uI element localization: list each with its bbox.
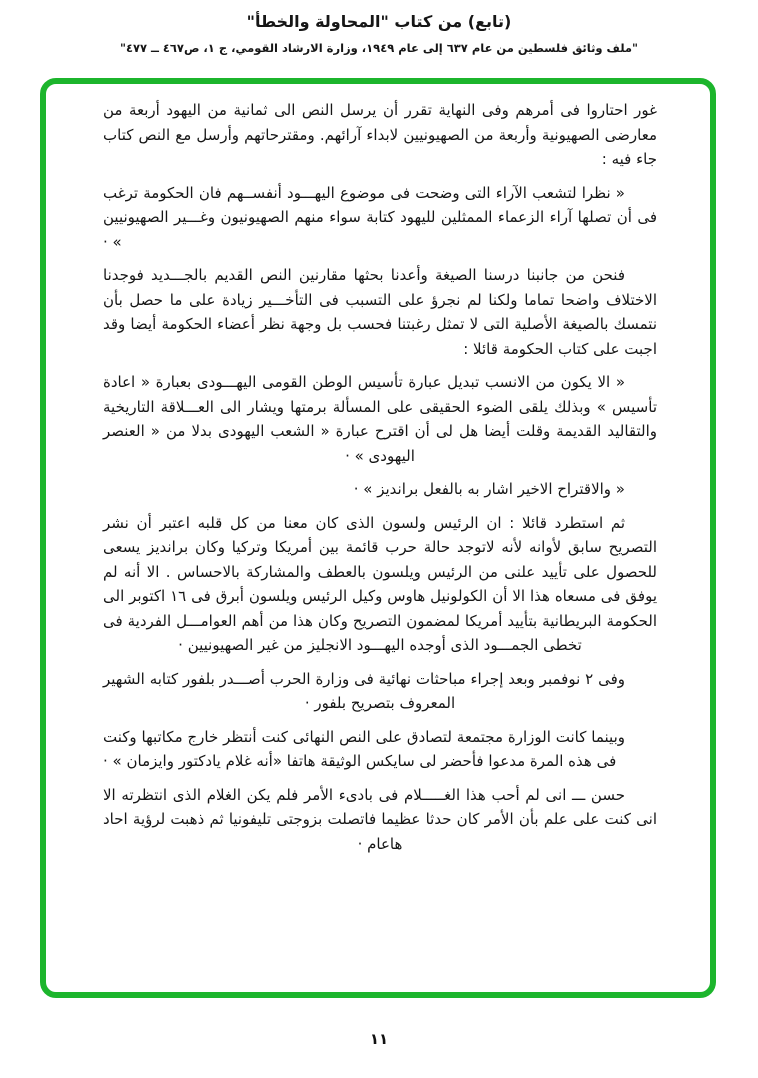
paragraph: « الا يكون من الانسب تبديل عبارة تأسيس الوطن القومى اليهـــودى بعبارة « اعادة تأسيس » وبذلك يلقى الضوء الحقيقى على المسألة برمتها ويشار الى العـــلاقة التاريخية والتقاليد القديمة وقلت أيضا هل لى أن اقترح عبارة « الشعب اليهودى بدلا من « العنصر اليهودى » · bbox=[103, 373, 657, 465]
paragraph: وبينما كانت الوزارة مجتمعة لتصادق على النص النهائى كنت أنتظر خارج مكاتبها وكنت فى هذه المرة مدعوا فأحضر لى سايكس الوثيقة هاتفا «أنه غلام يادكتور وايزمان » · bbox=[103, 727, 625, 770]
paragraph: حسن ـــ انى لم أحب هذا الغـــــلام فى بادىء الأمر فلم يكن الغلام الذى انتظرته الا انى كنت على علم بأن الأمر كان حدثا عظيما فاتصلت بزوجتى تليفونيا ثم ذهبت لرؤية احاد هاعام · bbox=[103, 785, 657, 853]
paragraph: وفى ٢ نوفمبر وبعد إجراء مباحثات نهائية فى وزارة الحرب أصـــدر بلفور كتابه الشهير المعروف بتصريح بلفور · bbox=[103, 669, 625, 712]
paragraph: ثم استطرد قائلا : ان الرئيس ولسون الذى كان معنا من كل قلبه اعتبر أن نشر التصريح سابق لأوانه لأنه لاتوجد حالة حرب قائمة بين أمريكا وتركيا وكان برانديز يسعى للحصول على تأييد علنى من الرئيس ويلسون بالعطف والمشاركة بالاحساس . الا أنه لم يوفق فى مسعاه هذا الا أن الكولونيل هاوس وكيل الرئيس ويلسون أبرق فى ١٦ اكتوبر الى الحكومة البريطانية بتأييد أمريكا لمضمون التصريح وكان هذا من أهم العوامـــل الفردية فى تخطى الجمـــود الذى أوجده اليهـــود الانجليز من غير الصهيونيين · bbox=[103, 513, 657, 654]
paragraph: « نظرا لتشعب الآراء التى وضحت فى موضوع اليهـــود أنفســهم فان الحكومة ترغب فى أن تصلها آراء الزعماء الممثلين لليهود كتابة سواء منهم الصهيونيون وغـــير الصهيونيين » · bbox=[103, 183, 657, 251]
page-number: ١١ bbox=[369, 1030, 389, 1048]
document-text-block bbox=[103, 98, 657, 865]
paragraph: فنحن من جانبنا درسنا الصيغة وأعدنا بحثها مقارنين النص القديم بالجـــديد فوجدنا الاختلاف واضحا تماما ولكنا لم نجرؤ على التسبب فى التأخـــير زيادة على ما حصل بأن نتمسك بالصيغة الأصلية التى لا تمثل رغبتنا فحسب بل وجهة نظر أعضاء الحكومة أيضا وقد اجبت على كتاب الحكومة قائلا : bbox=[103, 266, 657, 358]
book-continuation-title: (تابع) من كتاب "المحاولة والخطأ" bbox=[246, 12, 512, 31]
paragraph-quote-line: « والاقتراح الاخير اشار به بالفعل برانديز » · bbox=[353, 480, 625, 498]
source-citation: "ملف وثائق فلسطين من عام ٦٣٧ إلى عام ١٩٤٩، وزارة الارشاد القومي، ج ١، ص٤٦٧ ــ ٤٧٧" bbox=[119, 41, 639, 55]
page-header bbox=[0, 12, 758, 55]
paragraph: غور احتاروا فى أمرهم وفى النهاية تقرر أن يرسل النص الى ثمانية من اليهود أربعة من معارضى الصهيونية وأربعة من الصهيونيين لابداء آرائهم. ومقترحاتهم وأرسل مع النص كتاب جاء فيه : bbox=[103, 101, 657, 168]
